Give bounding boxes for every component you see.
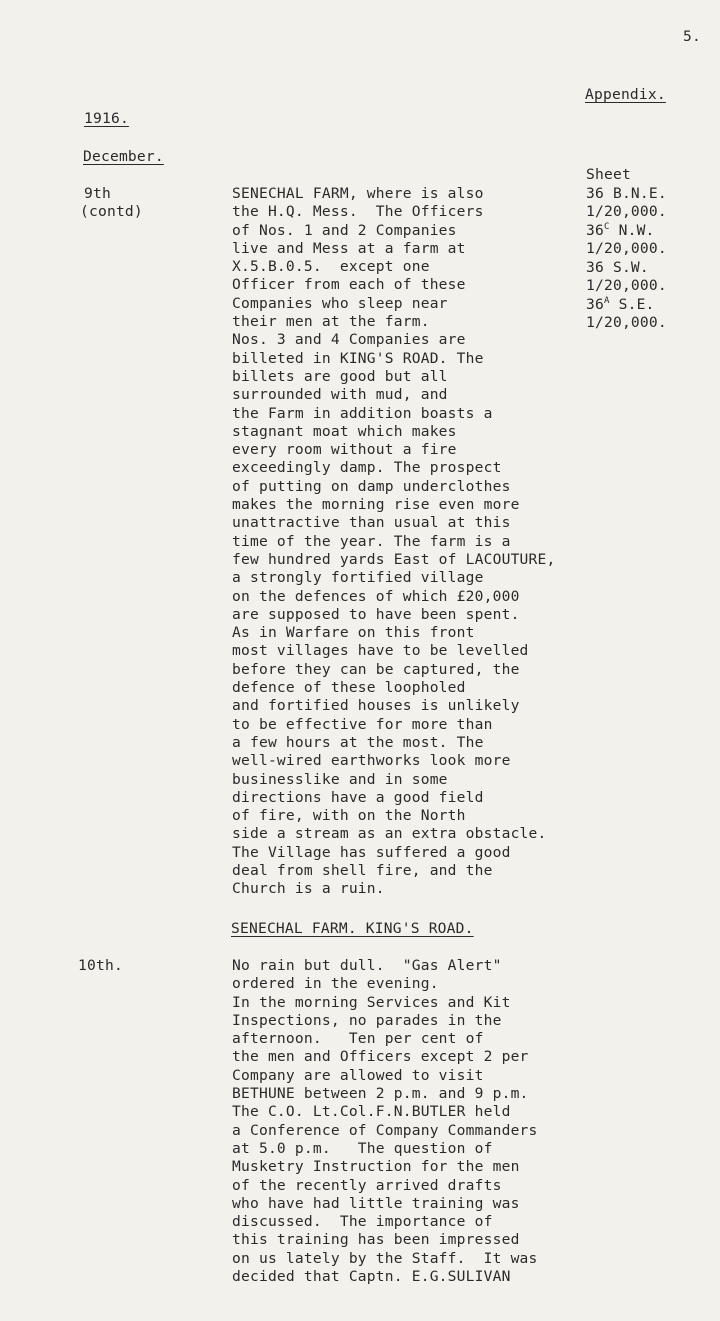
body-line: SENECHAL FARM, where is also bbox=[232, 185, 484, 202]
sheet-ref: 36 S.W. bbox=[586, 258, 649, 276]
body-line: well-wired earthworks look more bbox=[232, 752, 511, 770]
sheet-ref: $36^A$ S.E. bbox=[586, 295, 655, 313]
body-line: Musketry Instruction for the men bbox=[232, 1158, 520, 1176]
body-line: afternoon. Ten per cent of bbox=[232, 1030, 484, 1048]
sheet-ref: 36 B.N.E. bbox=[586, 184, 667, 202]
body-line: the H.Q. Mess. The Officers bbox=[232, 203, 484, 221]
entry-body-10th bbox=[232, 957, 538, 1286]
body-line: The Village has suffered a good bbox=[232, 843, 511, 861]
body-line: unattractive than usual at this bbox=[232, 514, 511, 532]
entry-date-10th: 10th. bbox=[78, 957, 123, 974]
body-line: ordered in the evening. bbox=[232, 975, 439, 993]
body-line: X.5.B.0.5. except one bbox=[232, 258, 430, 276]
body-line: the Farm in addition boasts a bbox=[232, 404, 493, 422]
body-line: most villages have to be levelled bbox=[232, 642, 529, 660]
body-line: on us lately by the Staff. It was bbox=[232, 1249, 538, 1267]
body-line: at 5.0 p.m. The question of bbox=[232, 1139, 493, 1157]
body-line: In the morning Services and Kit bbox=[232, 993, 511, 1011]
body-line: who have had little training was bbox=[232, 1194, 520, 1212]
body-line: makes the morning rise even more bbox=[232, 496, 520, 514]
body-line: defence of these loopholed bbox=[232, 679, 466, 697]
body-line: of fire, with on the North bbox=[232, 807, 466, 825]
body-line: to be effective for more than bbox=[232, 715, 493, 733]
body-line: a Conference of Company Commanders bbox=[232, 1121, 538, 1139]
year-heading: 1916. bbox=[84, 110, 129, 127]
body-line: live and Mess at a farm at bbox=[232, 239, 466, 257]
body-line: stagnant moat which makes bbox=[232, 422, 457, 440]
sheet-scale: 1/20,000. bbox=[586, 240, 667, 257]
body-line: of the recently arrived drafts bbox=[232, 1176, 502, 1194]
appendix-label: Appendix. bbox=[585, 86, 666, 103]
body-line: time of the year. The farm is a bbox=[232, 532, 511, 550]
body-line: before they can be captured, the bbox=[232, 660, 520, 678]
body-line: a strongly fortified village bbox=[232, 569, 484, 587]
month-heading: December. bbox=[83, 148, 164, 165]
entry-date-9th: 9th bbox=[84, 185, 111, 202]
body-line: are supposed to have been spent. bbox=[232, 605, 520, 623]
body-line: this training has been impressed bbox=[232, 1231, 520, 1249]
body-line: No rain but dull. "Gas Alert" bbox=[232, 957, 502, 974]
entry-body-9th bbox=[232, 185, 556, 899]
body-line: As in Warfare on this front bbox=[232, 624, 475, 642]
body-line: Companies who sleep near bbox=[232, 294, 448, 312]
body-line: discussed. The importance of bbox=[232, 1213, 493, 1231]
body-line: a few hours at the most. The bbox=[232, 733, 484, 751]
body-line: few hundred yards East of LACOUTURE, bbox=[232, 550, 556, 568]
body-line: on the defences of which £20,000 bbox=[232, 587, 520, 605]
body-line: Inspections, no parades in the bbox=[232, 1011, 502, 1029]
body-line: of putting on damp underclothes bbox=[232, 477, 511, 495]
body-line: decided that Captn. E.G.SULIVAN bbox=[232, 1268, 511, 1286]
body-line: businesslike and in some bbox=[232, 770, 448, 788]
body-line: The C.O. Lt.Col.F.N.BUTLER held bbox=[232, 1103, 511, 1121]
body-line: exceedingly damp. The prospect bbox=[232, 459, 502, 477]
body-line: Church is a ruin. bbox=[232, 880, 385, 898]
sheet-ref: $36^C$ N.W. bbox=[586, 221, 655, 239]
body-line: every room without a fire bbox=[232, 441, 457, 459]
body-line: Officer from each of these bbox=[232, 276, 466, 294]
body-line: side a stream as an extra obstacle. bbox=[232, 825, 547, 843]
sheet-scale: 1/20,000. bbox=[586, 314, 667, 331]
body-line: billeted in KING'S ROAD. The bbox=[232, 349, 484, 367]
body-line: Company are allowed to visit bbox=[232, 1066, 484, 1084]
body-line: surrounded with mud, and bbox=[232, 386, 448, 404]
body-line: directions have a good field bbox=[232, 788, 484, 806]
body-line: their men at the farm. bbox=[232, 313, 430, 331]
page-number: 5. bbox=[683, 28, 701, 45]
location-heading: SENECHAL FARM. KING'S ROAD. bbox=[231, 920, 474, 937]
body-line: the men and Officers except 2 per bbox=[232, 1048, 529, 1066]
sheet-scale: 1/20,000. bbox=[586, 277, 667, 294]
body-line: and fortified houses is unlikely bbox=[232, 697, 520, 715]
body-line: billets are good but all bbox=[232, 367, 448, 385]
sheet-scale: 1/20,000. bbox=[586, 203, 667, 220]
body-line: of Nos. 1 and 2 Companies bbox=[232, 221, 457, 239]
sheet-references bbox=[586, 166, 667, 333]
body-line: Nos. 3 and 4 Companies are bbox=[232, 331, 466, 349]
body-line: BETHUNE between 2 p.m. and 9 p.m. bbox=[232, 1085, 529, 1103]
sheet-header: Sheet bbox=[586, 166, 631, 183]
body-line: deal from shell fire, and the bbox=[232, 861, 493, 879]
entry-date-contd: (contd) bbox=[80, 203, 143, 220]
